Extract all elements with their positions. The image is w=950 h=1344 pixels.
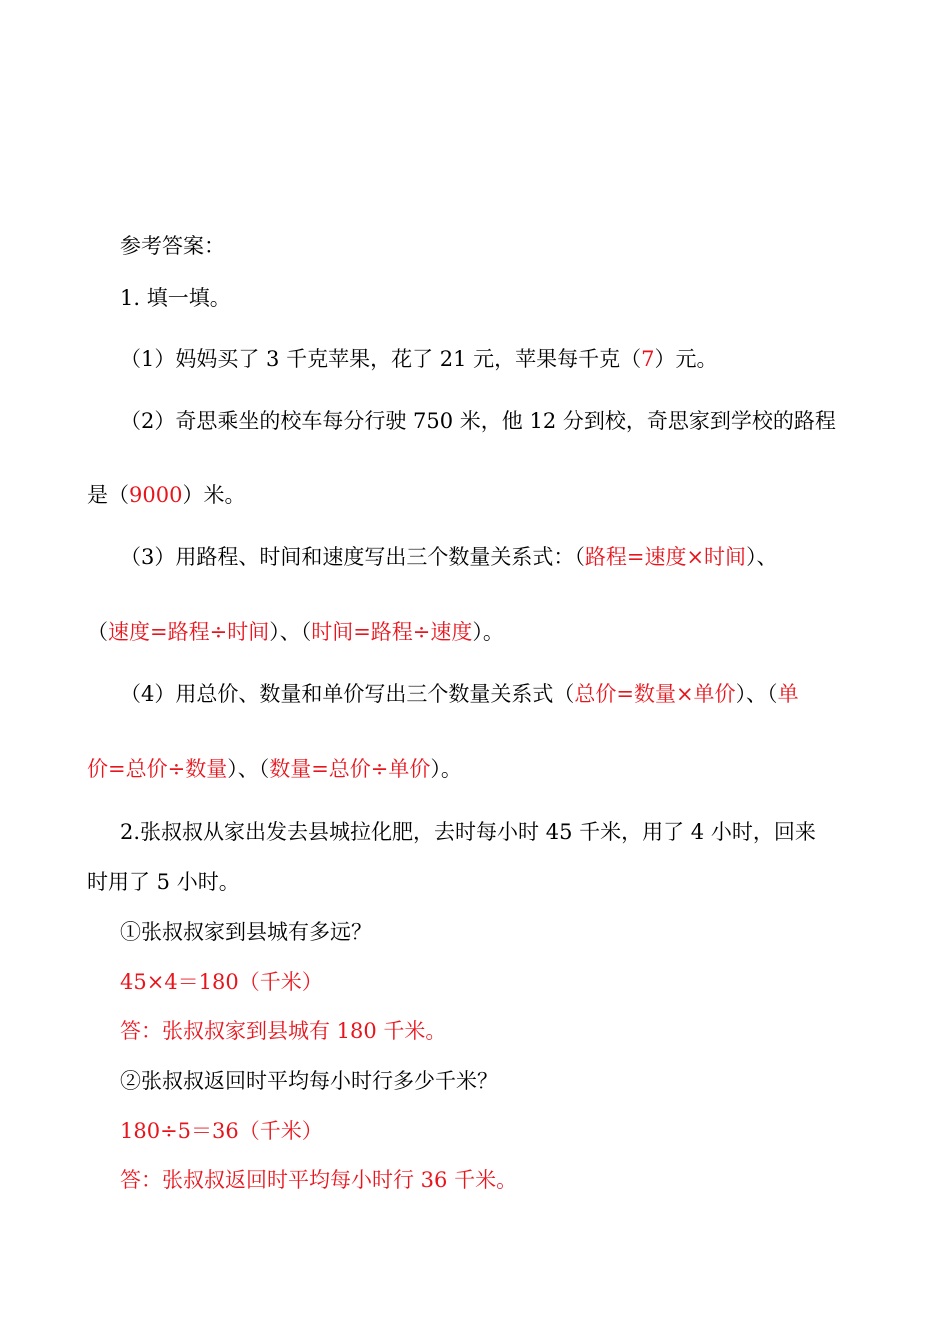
q1-part2-answer: 9000 — [129, 483, 183, 507]
q1-part2-line2 — [87, 481, 245, 509]
q1-part1 — [120, 345, 718, 373]
q1-part3-text-c: （ — [87, 620, 108, 644]
q1-part1-text-a: （1）妈妈买了 3 千克苹果，花了 21 元，苹果每千克（ — [120, 347, 642, 371]
q1-part3-answer1: 路程=速度×时间 — [584, 545, 747, 569]
q1-part4-text-c: ）、（ — [227, 757, 270, 781]
q2-sub1-calculation: 45×4＝180（千米） — [120, 970, 323, 994]
q1-part1-text-b: ）元。 — [654, 347, 718, 371]
q2-sub1-answer: 答：张叔叔家到县城有 180 千米。 — [120, 1019, 447, 1043]
answer-heading: 参考答案： — [120, 234, 225, 258]
q1-part4-answer2-start: 单 — [777, 682, 799, 706]
q1-title: 1. 填一填。 — [120, 286, 231, 310]
q1-part3-line2 — [87, 618, 504, 646]
q1-part1-answer: 7 — [641, 347, 655, 371]
q2-sub1-question: ①张叔叔家到县城有多远？ — [120, 920, 372, 944]
q1-part4-answer1: 总价=数量×单价 — [574, 682, 736, 706]
q1-part2-text-a: 是（ — [87, 483, 129, 507]
q1-part4-text-b: ）、（ — [735, 682, 778, 706]
q1-part3-text-b: ）、 — [746, 545, 778, 569]
q1-part2-text-b: ）米。 — [182, 483, 246, 507]
q2-sub2-answer: 答：张叔叔返回时平均每小时行 36 千米。 — [120, 1168, 518, 1192]
q2-sub2-question: ②张叔叔返回时平均每小时行多少千米？ — [120, 1069, 498, 1093]
q1-part4-line2 — [87, 755, 462, 783]
q1-part4-text-d: ）。 — [430, 757, 462, 781]
q1-part4-text-a: （4）用总价、数量和单价写出三个数量关系式（ — [120, 682, 575, 706]
q1-part3-answer3: 时间=路程÷速度 — [311, 620, 473, 644]
q1-part3-text-d: ）、（ — [269, 620, 312, 644]
q1-part3-line1 — [120, 543, 778, 571]
q1-part2-line1: （2）奇思乘坐的校车每分行驶 750 米，他 12 分到校，奇思家到学校的路程 — [120, 409, 836, 433]
q1-part4-line1 — [120, 680, 799, 708]
q1-part3-text-e: ）。 — [472, 620, 504, 644]
q2-sub2-calculation: 180÷5＝36（千米） — [120, 1119, 323, 1143]
q1-part3-answer2: 速度=路程÷时间 — [108, 620, 270, 644]
q1-part4-answer2-end: 价=总价÷数量 — [87, 757, 228, 781]
q1-part4-answer3: 数量=总价÷单价 — [269, 757, 431, 781]
q2-line2: 时用了 5 小时。 — [87, 870, 240, 894]
q2-line1: 2.张叔叔从家出发去县城拉化肥，去时每小时 45 千米，用了 4 小时，回来 — [120, 820, 816, 844]
q1-part3-text-a: （3）用路程、时间和速度写出三个数量关系式：（ — [120, 545, 585, 569]
